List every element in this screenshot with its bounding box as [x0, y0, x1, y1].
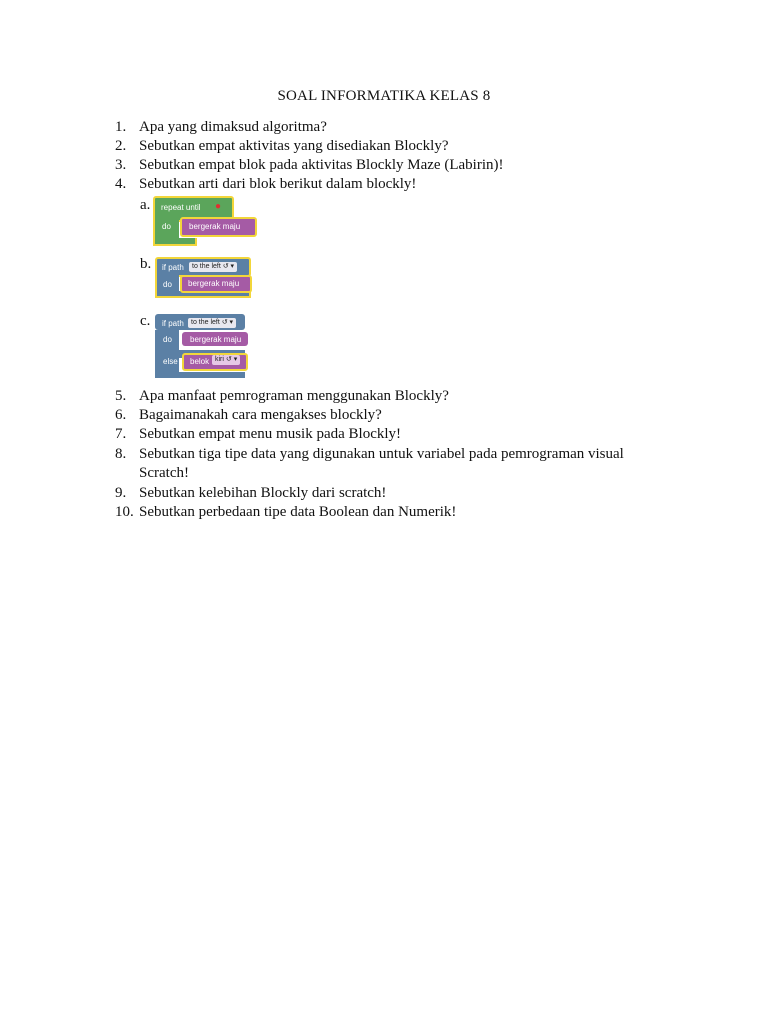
sub-label-b: b. — [140, 256, 152, 272]
if-header-label: if path — [162, 263, 184, 272]
question-number: 10. — [115, 504, 134, 520]
question-text: Sebutkan kelebihan Blockly dari scratch! — [139, 485, 387, 501]
question-number: 8. — [115, 446, 127, 462]
else-label: else — [163, 357, 178, 366]
turn-direction-dropdown: kiri ↺ ▾ — [212, 355, 240, 365]
question-number: 7. — [115, 426, 127, 442]
direction-dropdown: to the left ↺ ▾ — [189, 262, 237, 272]
question-text: Apa manfaat pemrograman menggunakan Blockly? — [139, 388, 449, 404]
question-text: Sebutkan empat blok pada aktivitas Blockly Maze (Labirin)! — [139, 157, 504, 173]
question-text: Apa yang dimaksud algoritma? — [139, 119, 327, 135]
question-3 — [115, 156, 503, 175]
question-text: Sebutkan perbedaan tipe data Boolean dan Numerik! — [139, 504, 457, 520]
move-forward-label: bergerak maju — [188, 279, 240, 288]
question-1 — [115, 118, 327, 137]
question-10 — [115, 503, 456, 522]
question-5 — [115, 387, 449, 406]
question-4 — [115, 175, 416, 194]
question-text: Sebutkan empat menu musik pada Blockly! — [139, 426, 402, 442]
question-number: 3. — [115, 157, 127, 173]
repeat-header-label: repeat until — [161, 203, 201, 212]
direction-dropdown: to the left ↺ ▾ — [188, 318, 236, 328]
if-else-foot-shape — [155, 372, 245, 378]
repeat-do-label: do — [162, 222, 171, 231]
question-text: Sebutkan empat aktivitas yang disediakan Blockly? — [139, 138, 449, 154]
question-number: 9. — [115, 485, 127, 501]
if-header-label: if path — [162, 319, 184, 328]
blockly-if-path-block — [155, 257, 253, 301]
question-number: 2. — [115, 138, 127, 154]
question-number: 1. — [115, 119, 127, 135]
page-title: SOAL INFORMATIKA KELAS 8 — [277, 88, 491, 104]
if-do-label: do — [163, 280, 172, 289]
question-number: 6. — [115, 407, 127, 423]
question-6 — [115, 406, 382, 425]
question-7 — [115, 425, 401, 444]
if-do-label: do — [163, 335, 172, 344]
question-2 — [115, 137, 449, 156]
question-text: Sebutkan arti dari blok berikut dalam blockly! — [139, 176, 417, 192]
goal-marker-icon: ● — [215, 201, 222, 212]
question-number: 4. — [115, 176, 127, 192]
sub-label-c: c. — [140, 313, 151, 329]
question-number: 5. — [115, 388, 127, 404]
blockly-repeat-until-block — [153, 196, 257, 246]
question-text: Sebutkan tiga tipe data yang digunakan untuk variabel pada pemrograman visual — [139, 446, 624, 462]
question-text: Bagaimanakah cara mengakses blockly? — [139, 407, 382, 423]
turn-label: belok — [190, 357, 210, 366]
question-8-continuation: Scratch! — [139, 465, 189, 481]
move-forward-label: bergerak maju — [189, 222, 241, 231]
question-9 — [115, 484, 386, 503]
repeat-foot-shape — [153, 238, 197, 246]
blockly-if-else-block — [155, 314, 251, 378]
question-8 — [115, 445, 624, 464]
move-forward-label: bergerak maju — [190, 335, 242, 344]
sub-label-a: a. — [140, 197, 151, 213]
